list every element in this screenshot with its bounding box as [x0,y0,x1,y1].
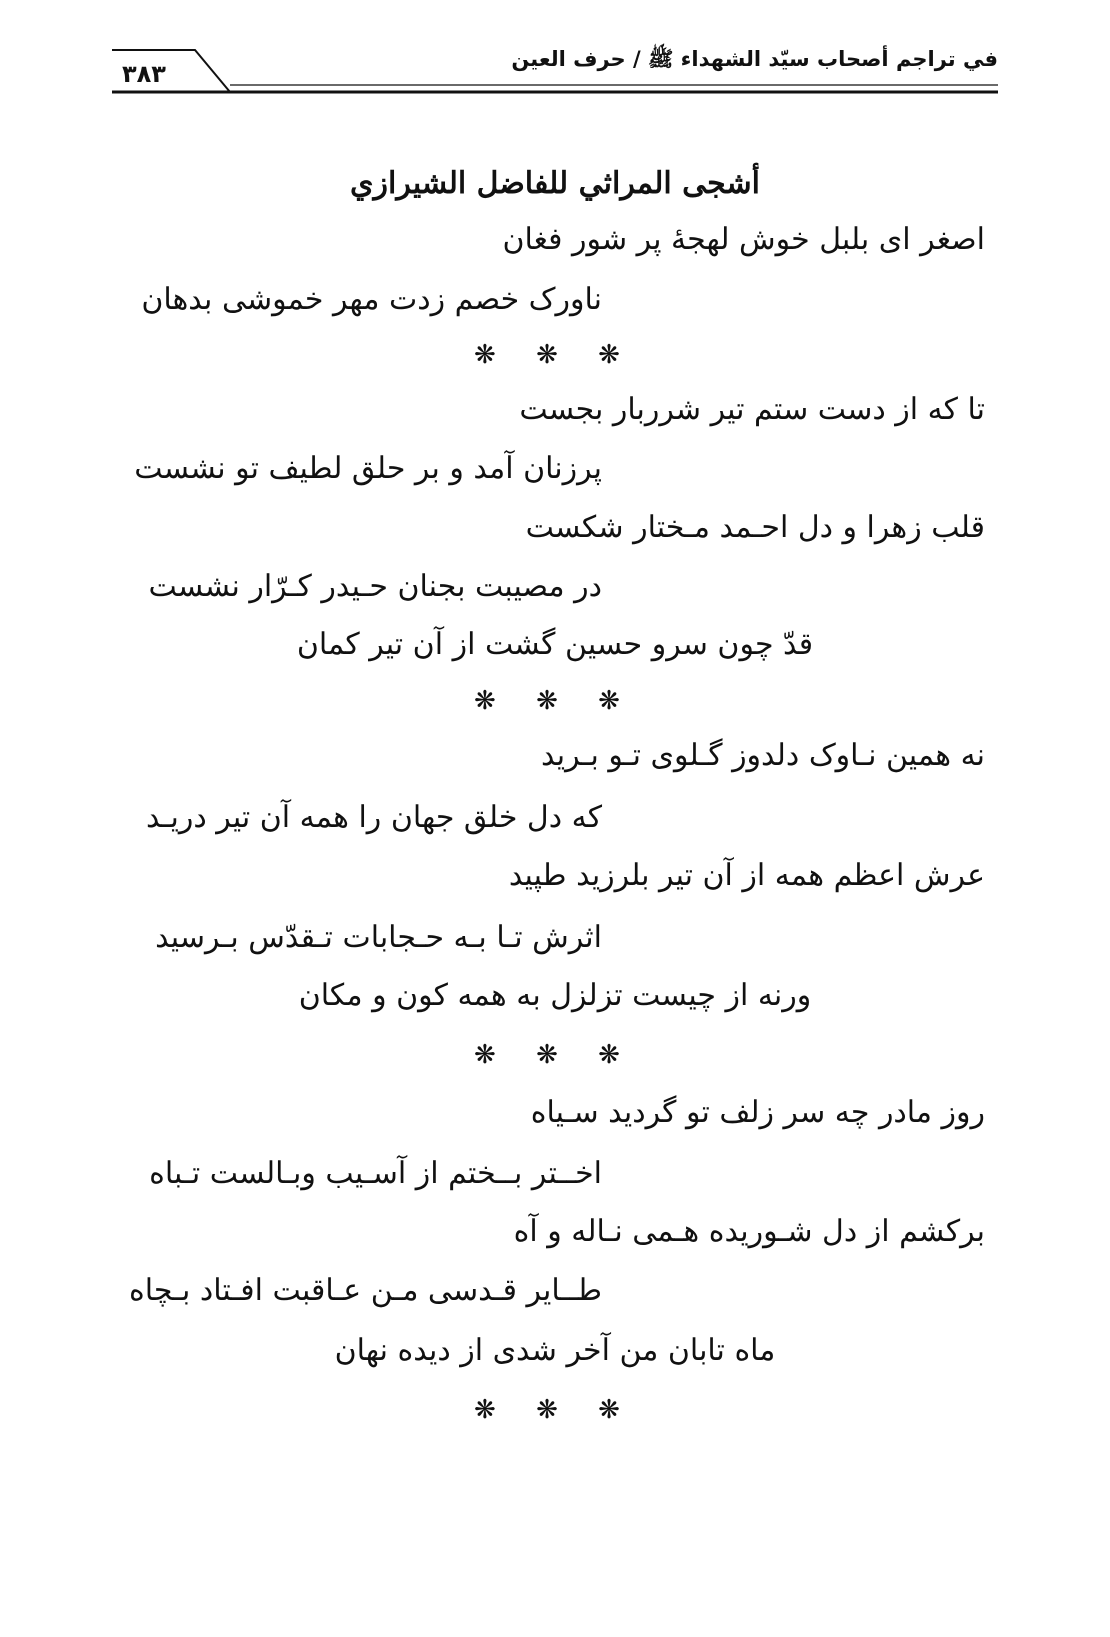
verse-line: نه همین نـاوک دلدوز گـلوی تـو بـرید [541,738,985,773]
verse-line: پرزنان آمد و بر حلق لطیف تو نشست [134,451,602,486]
stanza-separator: ❋ ❋ ❋ [474,1395,636,1425]
verse-refrain: قدّ چون سرو حسین گشت از آن تیر کمان [296,627,814,662]
verse-refrain: ورنه از چیست تزلزل به همه کون و مکان [298,978,812,1013]
verse-line: در مصیبت بجنان حـیدر کـرّار نشست [148,569,602,604]
verse-line: ناورک خصم زدت مهر خموشی بدهان [141,282,602,317]
stanza-separator: ❋ ❋ ❋ [474,340,636,370]
verse-line: برکشم از دل شـوریده هـمی نـاله و آه [513,1214,985,1249]
verse-line: تا که از دست ستم تیر شرربار بجست [519,392,985,427]
verse-line: اصغر ای بلبل خوش لهجهٔ پر شور فغان [502,222,985,257]
poem-title: أشجى المراثي للفاضل الشيرازي [350,166,760,201]
verse-refrain: ماه تابان من آخر شدی از دیده نهان [334,1333,776,1368]
verse-line: روز مادر چه سر زلف تو گردید سـیاه [530,1095,985,1130]
verse-line: عرش اعظم همه از آن تیر بلرزید طپید [508,858,985,893]
verse-line: قلب زهرا و دل احـمد مـختار شکست [525,510,985,545]
verse-line: اخــتر بــختم از آسـیب وبـالست تـباه [149,1156,602,1191]
verse-line: اثرش تـا بـه حـجابات تـقدّس بـرسید [155,920,602,955]
running-header-title: في تراجم أصحاب سيّد الشهداء ﷺ / حرف العين [511,47,998,71]
verse-line: طــایر قـدسی مـن عـاقبت افـتاد بـچاه [129,1273,602,1308]
verse-line: که دل خلق جهان را همه آن تیر دریـد [146,800,602,835]
page-number: ٣٨٣ [122,60,166,88]
stanza-separator: ❋ ❋ ❋ [474,686,636,716]
stanza-separator: ❋ ❋ ❋ [474,1040,636,1070]
